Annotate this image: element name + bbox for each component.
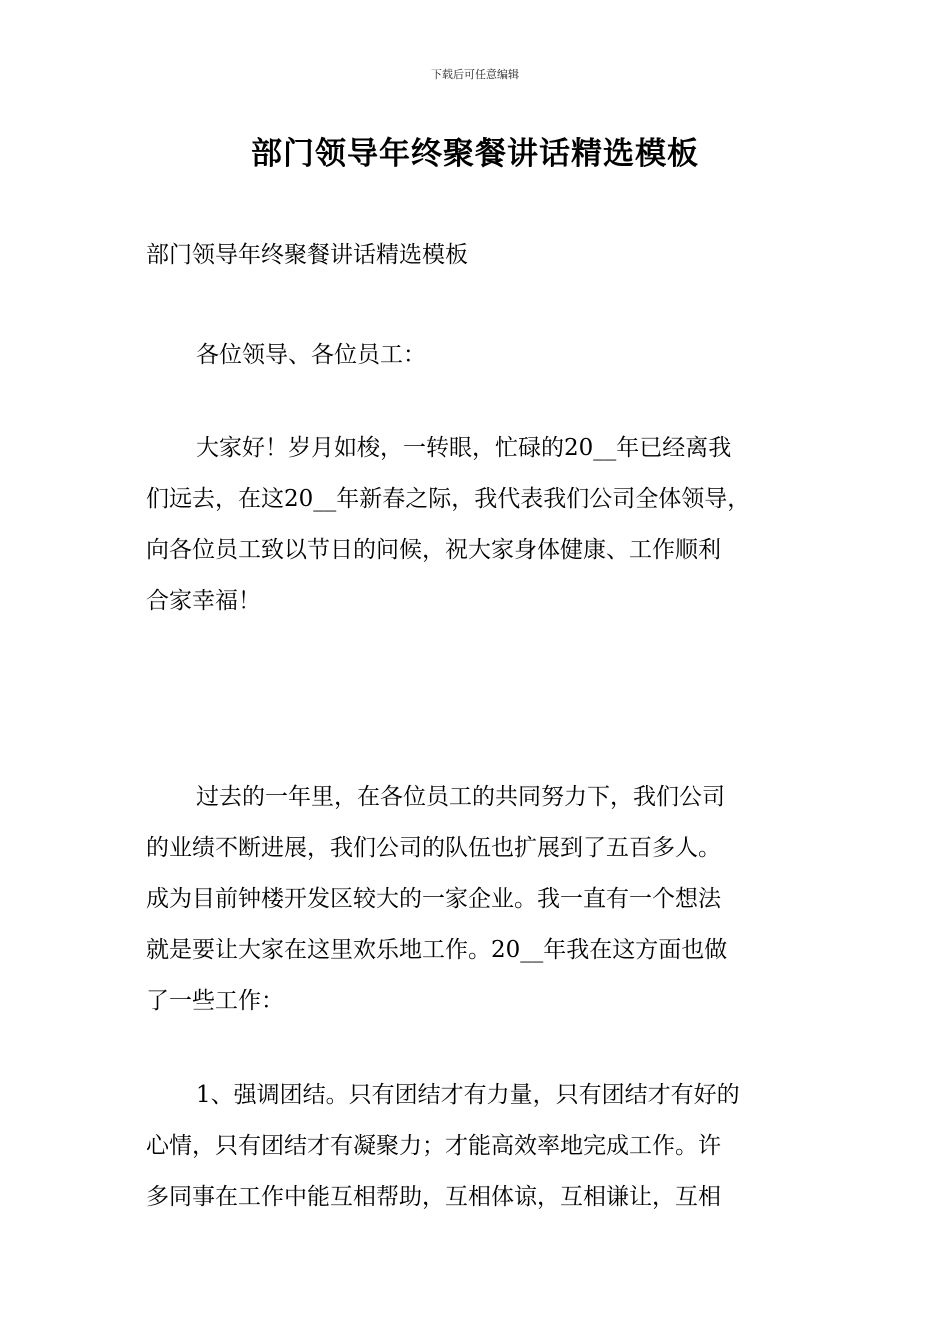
paragraph-line: 向各位员工致以节日的问候，祝大家身体健康、工作顺利 bbox=[146, 537, 721, 563]
greeting: 各位领导、各位员工： bbox=[196, 342, 426, 368]
paragraph-line: 大家好！岁月如梭，一转眼，忙碌的20__年已经离我 bbox=[196, 435, 732, 461]
paragraph-line: 的业绩不断进展，我们公司的队伍也扩展到了五百多人。 bbox=[146, 835, 721, 861]
paragraph-line: 合家幸福！ bbox=[146, 588, 261, 614]
document-title: 部门领导年终聚餐讲话精选模板 bbox=[251, 136, 699, 172]
document-subtitle: 部门领导年终聚餐讲话精选模板 bbox=[146, 242, 468, 268]
paragraph-line: 成为目前钟楼开发区较大的一家企业。我一直有一个想法 bbox=[146, 886, 721, 912]
paragraph-point-1 bbox=[146, 1070, 810, 1223]
paragraph-review bbox=[146, 772, 810, 1027]
paragraph-line: 多同事在工作中能互相帮助，互相体谅，互相谦让，互相 bbox=[146, 1184, 721, 1210]
paragraph-line: 过去的一年里，在各位员工的共同努力下，我们公司 bbox=[196, 784, 725, 810]
paragraph-line: 心情，只有团结才有凝聚力；才能高效率地完成工作。许 bbox=[146, 1133, 721, 1159]
paragraph-line: 就是要让大家在这里欢乐地工作。20__年我在这方面也做 bbox=[146, 937, 728, 963]
paragraph-line: 们远去，在这20__年新春之际，我代表我们公司全体领导， bbox=[146, 486, 751, 512]
paragraph-line: 了一些工作： bbox=[146, 988, 284, 1014]
header-note: 下载后可任意编辑 bbox=[431, 68, 519, 81]
paragraph-opening bbox=[146, 423, 810, 627]
paragraph-line: 1、强调团结。只有团结才有力量，只有团结才有好的 bbox=[196, 1082, 740, 1108]
